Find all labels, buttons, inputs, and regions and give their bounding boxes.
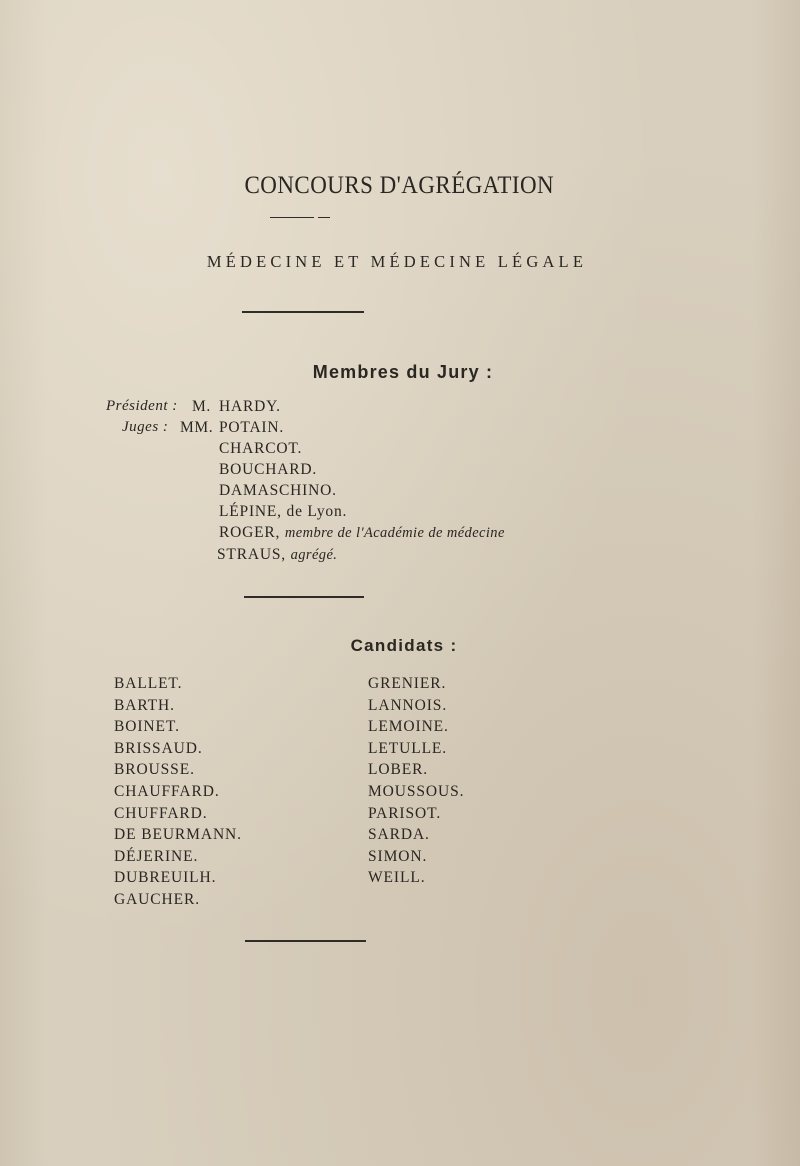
list-item: BOINET. xyxy=(114,718,180,736)
list-item: SARDA. xyxy=(368,826,430,844)
jury-heading: Membres du Jury : xyxy=(312,362,494,382)
candidates-right-column xyxy=(368,673,464,889)
title-underline xyxy=(270,217,314,218)
list-item: LEMOINE. xyxy=(368,718,449,736)
list-item: SIMON. xyxy=(368,847,428,865)
page-title: CONCOURS D'AGRÉGATION xyxy=(244,172,555,199)
list-item: DE BEURMANN. xyxy=(114,826,242,844)
president-role: Président : xyxy=(106,398,178,414)
list-item: BRISSAUD. xyxy=(114,739,203,757)
list-item: CHUFFARD. xyxy=(114,804,208,822)
president-name: HARDY. xyxy=(219,398,281,415)
president-honorific: M. xyxy=(192,398,211,415)
list-item: MOUSSOUS. xyxy=(368,782,465,800)
list-item: GRENIER. xyxy=(368,675,447,692)
judge-name: BOUCHARD. xyxy=(219,461,318,478)
list-item: DÉJERINE. xyxy=(114,847,199,865)
judge-title: agrégé. xyxy=(290,547,338,563)
judge-name: CHARCOT. xyxy=(219,440,303,457)
list-item: LETULLE. xyxy=(368,739,448,757)
divider-rule xyxy=(242,311,364,313)
divider-rule xyxy=(245,940,366,942)
list-item: BALLET. xyxy=(114,675,183,692)
title-underline-tail xyxy=(318,217,330,218)
judges-role: Juges : xyxy=(122,419,169,435)
list-item: LOBER. xyxy=(368,761,429,779)
list-item: LANNOIS. xyxy=(368,696,448,714)
candidates-left-column xyxy=(114,673,242,911)
list-item: GAUCHER. xyxy=(114,890,200,908)
judge-name: POTAIN. xyxy=(219,419,285,436)
candidates-heading: Candidats : xyxy=(350,636,458,655)
judge-name: LÉPINE, de Lyon. xyxy=(219,503,348,520)
list-item: CHAUFFARD. xyxy=(114,782,220,800)
judge-title: membre de l'Académie de médecine xyxy=(284,525,505,541)
judge-name: DAMASCHINO. xyxy=(219,482,337,499)
list-item: BROUSSE. xyxy=(114,761,195,779)
judges-honorific: MM. xyxy=(180,419,214,436)
list-item: WEILL. xyxy=(368,869,426,887)
judge-name: ROGER, membre de l'Académie de médecine xyxy=(219,524,505,541)
list-item: PARISOT. xyxy=(368,804,442,822)
list-item: BARTH. xyxy=(114,696,175,714)
divider-rule xyxy=(244,596,364,598)
page-subtitle: MÉDECINE ET MÉDECINE LÉGALE xyxy=(206,252,588,271)
judge-name: STRAUS, agrégé. xyxy=(217,546,338,563)
list-item: DUBREUILH. xyxy=(114,869,217,887)
